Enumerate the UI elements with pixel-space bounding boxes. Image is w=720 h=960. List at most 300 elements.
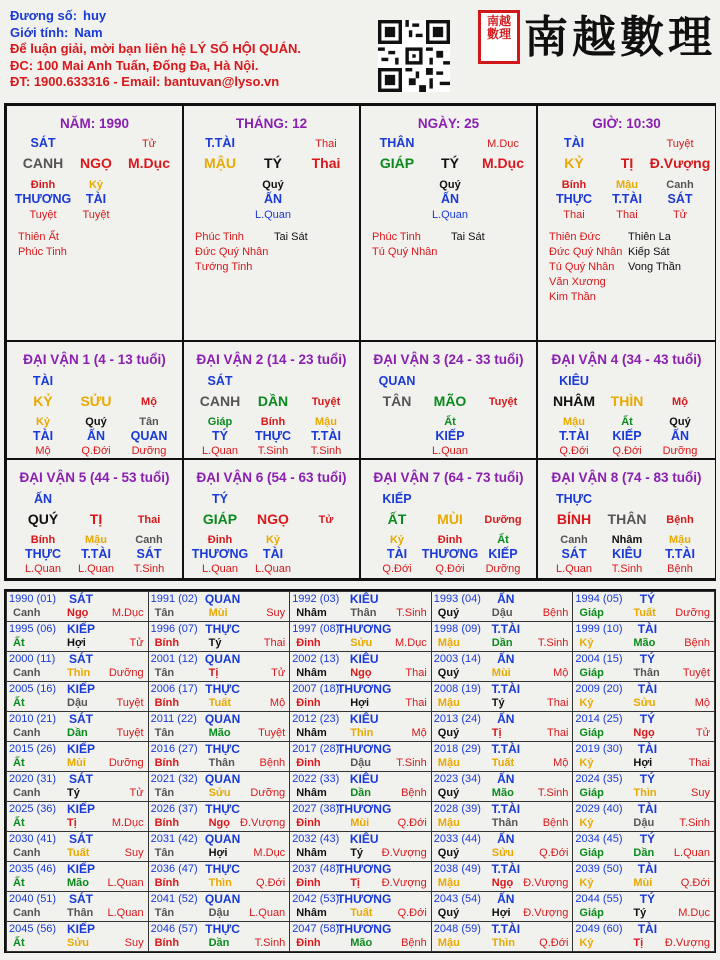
year-cell: [6, 621, 149, 652]
pillar-2: [183, 105, 360, 341]
hidden-stem: Kỷ: [35, 416, 51, 428]
year-branch: Tý: [208, 637, 222, 649]
year-stem: Đinh: [296, 817, 321, 829]
year-ten-god: QUAN: [204, 712, 241, 726]
year-stem: Đinh: [296, 937, 321, 949]
year-branch: Thìn: [208, 877, 232, 889]
year-cell: [6, 771, 149, 802]
hidden-ten-god: KIẾP: [435, 429, 465, 443]
year-branch: Hợi: [67, 637, 86, 649]
year-ten-god: THƯƠNG: [337, 862, 392, 876]
year-ten-god: KIÊU: [349, 832, 379, 846]
hidden-life-stage: T.Sinh: [133, 563, 165, 575]
year-life-stage: Suy: [124, 847, 144, 859]
year-stem: Nhâm: [296, 727, 327, 739]
year-life-stage: Thai: [405, 697, 427, 709]
hidden-ten-god: THỰC: [555, 192, 593, 206]
year-branch: Dần: [67, 727, 88, 739]
star-name: Tú Quý Nhân: [372, 246, 438, 258]
year-ten-god: THƯƠNG: [337, 802, 392, 816]
year-cell: [289, 651, 432, 682]
ten-god-stem: TÀI: [32, 374, 54, 388]
year-branch: Dần: [350, 787, 371, 799]
star-name: Đức Quý Nhân: [195, 246, 269, 258]
ten-god-stem: ẤN: [33, 492, 53, 506]
year-ten-god: ẤN: [497, 832, 515, 846]
year-life-stage: Dưỡng: [108, 667, 144, 679]
year-stem: Mậu: [437, 877, 460, 889]
year-branch: Thìn: [67, 667, 91, 679]
year-life-stage: Tử: [695, 727, 710, 739]
year-label: 2027 (38): [292, 803, 340, 815]
year-stem: Nhâm: [296, 667, 327, 679]
year-cell: [289, 801, 432, 832]
hidden-life-stage: Tuyệt: [82, 209, 110, 221]
earth-branch: DẦN: [257, 393, 289, 409]
year-ten-god: TÝ: [639, 892, 656, 906]
year-stem: Tân: [154, 667, 175, 679]
year-stem: Tân: [154, 727, 175, 739]
hidden-ten-god: THỰC: [254, 429, 292, 443]
hidden-ten-god: SÁT: [667, 192, 693, 206]
year-life-stage: Mộ: [269, 697, 286, 709]
year-branch: Thìn: [491, 937, 516, 949]
hidden-stem: Quý: [669, 416, 691, 428]
heaven-stem: KỶ: [33, 393, 53, 409]
year-stem: Giáp: [579, 907, 604, 919]
year-stem: Ất: [13, 817, 25, 829]
owner-name: huy: [83, 8, 107, 23]
year-branch: Mão: [633, 637, 656, 649]
qr-code-icon: [378, 20, 450, 92]
life-stage: Thai: [137, 514, 161, 526]
year-cell: [289, 741, 432, 772]
dai-van-title: ĐẠI VẬN 3 (24 - 33 tuổi): [373, 352, 524, 367]
year-branch: Tuất: [208, 697, 231, 709]
hidden-life-stage: Tuyệt: [29, 209, 57, 221]
year-label: 2029 (40): [575, 803, 623, 815]
year-label: 2005 (16): [9, 683, 57, 695]
year-life-stage: Q.Đới: [680, 877, 710, 889]
dai-van-title: ĐẠI VẬN 2 (14 - 23 tuổi): [196, 352, 347, 367]
year-branch: Mão: [491, 787, 514, 799]
header-info: [10, 8, 370, 91]
hidden-stem: Tân: [139, 416, 159, 428]
year-branch: Dậu: [491, 607, 513, 619]
year-life-stage: T.Sinh: [537, 787, 569, 799]
pillar-3: [360, 105, 537, 341]
year-label: 2035 (46): [9, 863, 57, 875]
hidden-ten-god: SÁT: [561, 547, 587, 561]
year-life-stage: Tuyệt: [258, 727, 286, 739]
hidden-ten-god: THƯƠNG: [14, 192, 72, 206]
year-label: 2013 (24): [433, 713, 481, 725]
year-stem: Ất: [13, 757, 25, 769]
year-cell: [6, 921, 149, 952]
year-stem: Canh: [13, 607, 41, 619]
year-cell: [289, 621, 432, 652]
year-stem: Đinh: [296, 637, 321, 649]
hidden-ten-god: THƯƠNG: [191, 547, 249, 561]
year-life-stage: Đ.Vượng: [664, 937, 710, 949]
year-life-stage: Tuyệt: [682, 667, 710, 679]
life-stage: M.Dục: [128, 155, 170, 171]
year-label: 2008 (19): [433, 683, 481, 695]
hidden-ten-god: QUAN: [130, 429, 168, 443]
year-cell: [572, 651, 715, 682]
year-cell: [6, 891, 149, 922]
star-name: Phúc Tinh: [195, 231, 244, 243]
year-stem: Quý: [437, 847, 460, 859]
hidden-stem: Mậu: [616, 179, 638, 191]
dai-van-5: [6, 459, 183, 579]
year-label: 2010 (21): [9, 713, 57, 725]
year-label: 2031 (42): [150, 833, 198, 845]
hidden-life-stage: L.Quan: [24, 563, 62, 575]
year-cell: [572, 621, 715, 652]
year-stem: Tân: [154, 787, 175, 799]
year-stem: Bính: [154, 937, 180, 949]
year-label: 2037 (48): [292, 863, 340, 875]
year-label: 1994 (05): [575, 593, 623, 605]
hidden-ten-god: ẤN: [263, 192, 283, 206]
year-cell: [6, 681, 149, 712]
year-ten-god: ẤN: [497, 712, 515, 726]
year-label: 2018 (29): [433, 743, 481, 755]
year-branch: Dậu: [67, 697, 88, 709]
year-cell: [572, 681, 715, 712]
year-ten-god: TÝ: [639, 712, 656, 726]
year-life-stage: Dưỡng: [250, 787, 286, 799]
hidden-ten-god: SÁT: [136, 547, 162, 561]
hidden-stem: Mậu: [315, 416, 337, 428]
year-branch: Ngọ: [633, 727, 655, 739]
year-stem: Tân: [154, 607, 175, 619]
year-branch: Tý: [491, 697, 505, 709]
year-branch: Dậu: [633, 817, 655, 829]
year-label: 2019 (30): [575, 743, 623, 755]
year-life-stage: M.Dục: [395, 637, 427, 649]
hidden-ten-god: KIẾP: [488, 547, 518, 561]
year-life-stage: Đ.Vượng: [240, 817, 286, 829]
heaven-stem: GIÁP: [202, 511, 238, 527]
year-branch: Mão: [67, 877, 89, 889]
year-label: 2002 (13): [292, 653, 340, 665]
hidden-ten-god: TÀI: [262, 547, 284, 561]
year-life-stage: T.Sinh: [679, 817, 710, 829]
year-label: 2032 (43): [292, 833, 340, 845]
hidden-life-stage: T.Sinh: [611, 563, 643, 575]
year-stem: Ất: [13, 697, 25, 709]
hidden-stem: Nhâm: [611, 534, 643, 546]
year-label: 2038 (49): [433, 863, 481, 875]
year-cell: [148, 681, 291, 712]
earth-branch: MÙI: [437, 511, 463, 527]
year-life-stage: Bệnh: [401, 937, 427, 949]
heaven-stem: MẬU: [204, 155, 236, 171]
star-name: Tú Quý Nhân: [549, 261, 615, 273]
year-cell: [289, 771, 432, 802]
dai-van-title: ĐẠI VẬN 6 (54 - 63 tuổi): [196, 470, 347, 485]
year-life-stage: Bệnh: [542, 817, 569, 829]
year-ten-god: THỰC: [205, 742, 240, 756]
hidden-life-stage: Dưỡng: [662, 445, 698, 457]
dai-van-7: [360, 459, 537, 579]
year-ten-god: ẤN: [497, 592, 515, 606]
year-ten-god: TÀI: [637, 682, 658, 696]
year-ten-god: T.TÀI: [491, 622, 521, 636]
year-ten-god: T.TÀI: [491, 682, 521, 696]
year-cell: [572, 891, 715, 922]
year-ten-god: SÁT: [69, 832, 93, 846]
year-ten-god: TÝ: [639, 772, 656, 786]
hidden-life-stage: Mộ: [35, 445, 51, 457]
dai-van-8: [537, 459, 716, 579]
contact-line-3: ĐT: 1900.633316 - Email: bantuvan@lyso.vn: [10, 74, 280, 89]
star-name: Thiên Đức: [549, 231, 601, 243]
year-branch: Sửu: [67, 937, 90, 949]
year-stem: Canh: [13, 847, 41, 859]
year-stem: Đinh: [296, 877, 321, 889]
life-stage-stem: Tuyệt: [666, 138, 694, 150]
year-branch: Ngọ: [67, 607, 89, 619]
year-life-stage: T.Sinh: [396, 607, 427, 619]
year-stem: Canh: [13, 727, 41, 739]
year-branch: Dần: [633, 847, 655, 859]
year-branch: Thân: [350, 607, 377, 619]
year-branch: Hợi: [633, 757, 653, 769]
year-ten-god: KIÊU: [349, 652, 379, 666]
year-ten-god: TÝ: [639, 592, 656, 606]
year-life-stage: Mộ: [553, 757, 569, 769]
chart-grid: [4, 103, 716, 581]
star-name: Kim Thần: [549, 291, 596, 303]
dai-van-title: ĐẠI VẬN 7 (64 - 73 tuổi): [373, 470, 524, 485]
year-cell: [289, 861, 432, 892]
year-branch: Mùi: [208, 607, 228, 619]
year-cell: [431, 651, 574, 682]
year-life-stage: L.Quan: [673, 847, 710, 859]
year-ten-god: TÝ: [639, 832, 656, 846]
earth-branch: NGỌ: [80, 155, 112, 171]
year-ten-god: THỰC: [205, 802, 240, 816]
year-stem: Bính: [154, 637, 180, 649]
year-life-stage: M.Dục: [111, 817, 144, 829]
hidden-ten-god: T.TÀI: [612, 192, 642, 206]
year-ten-god: T.TÀI: [491, 742, 521, 756]
year-ten-god: QUAN: [204, 772, 241, 786]
life-stage: Bệnh: [666, 514, 694, 526]
year-cell: [6, 741, 149, 772]
year-life-stage: Đ.Vượng: [523, 907, 569, 919]
year-cell: [431, 921, 574, 952]
hidden-life-stage: Thai: [616, 209, 638, 221]
year-stem: Canh: [13, 667, 41, 679]
year-cell: [431, 711, 574, 742]
hidden-stem: Kỷ: [88, 179, 104, 191]
year-life-stage: Dưỡng: [675, 607, 710, 619]
year-life-stage: Thai: [546, 727, 569, 739]
year-cell: [148, 711, 291, 742]
year-stem: Ất: [13, 937, 25, 949]
hidden-stem: Ất: [444, 416, 456, 428]
year-label: 1992 (03): [292, 593, 340, 605]
star-name: Văn Xương: [549, 276, 606, 288]
year-branch: Thân: [491, 817, 519, 829]
life-stage-stem: Tử: [141, 138, 157, 150]
year-cell: [572, 711, 715, 742]
life-stage-stem: M.Dục: [487, 138, 519, 150]
hidden-life-stage: T.Sinh: [310, 445, 342, 457]
hidden-ten-god: T.TÀI: [311, 429, 341, 443]
year-cell: [431, 621, 574, 652]
hidden-life-stage: Dưỡng: [485, 563, 521, 575]
year-stem: Giáp: [579, 607, 604, 619]
year-label: 2014 (25): [575, 713, 623, 725]
year-branch: Ngọ: [208, 817, 230, 829]
star-name: Tai Sát: [451, 231, 485, 243]
hidden-stem: Kỷ: [389, 534, 405, 546]
year-stem: Kỷ: [579, 637, 594, 649]
year-ten-god: THỰC: [205, 922, 240, 936]
year-cell: [148, 741, 291, 772]
year-stem: Bính: [154, 817, 180, 829]
year-life-stage: M.Dục: [678, 907, 710, 919]
year-label: 2048 (59): [433, 923, 481, 935]
year-life-stage: T.Sinh: [396, 757, 427, 769]
year-label: 2041 (52): [150, 893, 198, 905]
year-life-stage: Thai: [546, 697, 569, 709]
hidden-life-stage: L.Quan: [77, 563, 115, 575]
ten-god-stem: T.TÀI: [205, 136, 235, 150]
year-branch: Sửu: [350, 637, 373, 649]
year-stem: Đinh: [296, 697, 321, 709]
heaven-stem: CANH: [22, 155, 64, 171]
year-stem: Bính: [154, 757, 180, 769]
year-cell: [572, 741, 715, 772]
hidden-stem: Ất: [621, 416, 633, 428]
life-stage: Tuyệt: [488, 396, 518, 408]
hidden-life-stage: Dưỡng: [131, 445, 167, 457]
year-ten-god: THƯƠNG: [337, 622, 392, 636]
hidden-stem: Mậu: [85, 534, 107, 546]
year-stem: Canh: [13, 787, 41, 799]
heaven-stem: NHÂM: [553, 393, 595, 409]
year-label: 1995 (06): [9, 623, 57, 635]
year-branch: Dậu: [350, 757, 371, 769]
year-cell: [289, 831, 432, 862]
year-life-stage: Q.Đới: [539, 847, 569, 859]
year-stem: Nhâm: [296, 607, 327, 619]
life-stage: Tuyệt: [311, 396, 341, 408]
year-ten-god: TÝ: [639, 652, 656, 666]
year-branch: Ngọ: [491, 877, 514, 889]
dai-van-3: [360, 341, 537, 459]
year-life-stage: L.Quan: [249, 907, 286, 919]
year-label: 2006 (17): [150, 683, 198, 695]
hidden-ten-god: TÀI: [386, 547, 408, 561]
year-life-stage: Đ.Vượng: [523, 877, 569, 889]
year-branch: Tị: [491, 727, 502, 739]
year-life-stage: Q.Đới: [397, 907, 427, 919]
dai-van-6: [183, 459, 360, 579]
hidden-stem: Đinh: [437, 534, 463, 546]
year-ten-god: SÁT: [69, 652, 93, 666]
year-ten-god: KIẾP: [66, 622, 96, 636]
year-cell: [572, 921, 715, 952]
year-ten-god: THỰC: [205, 622, 240, 636]
year-ten-god: KIÊU: [349, 772, 379, 786]
hidden-life-stage: Q.Đới: [559, 445, 589, 457]
hidden-life-stage: Q.Đới: [435, 563, 465, 575]
hidden-stem: Bính: [260, 416, 286, 428]
year-cell: [431, 801, 574, 832]
year-ten-god: KIẾP: [66, 922, 96, 936]
year-label: 2030 (41): [9, 833, 57, 845]
year-life-stage: Tử: [129, 787, 144, 799]
year-ten-god: KIẾP: [66, 862, 96, 876]
year-label: 2040 (51): [9, 893, 57, 905]
hidden-ten-god: TÀI: [85, 192, 107, 206]
year-life-stage: Bệnh: [259, 757, 286, 769]
year-ten-god: KIÊU: [349, 592, 379, 606]
year-stem: Nhâm: [296, 847, 327, 859]
year-label: 2039 (50): [575, 863, 623, 875]
life-stage: M.Dục: [482, 155, 524, 171]
year-ten-god: ẤN: [497, 652, 515, 666]
earth-branch: TỊ: [89, 511, 103, 527]
year-label: 2017 (28): [292, 743, 340, 755]
year-branch: Tý: [350, 847, 364, 859]
year-cell: [148, 831, 291, 862]
hidden-life-stage: L.Quan: [201, 563, 239, 575]
year-branch: Tuất: [350, 907, 373, 919]
year-cell: [431, 741, 574, 772]
year-label: 1993 (04): [433, 593, 481, 605]
year-ten-god: SÁT: [69, 892, 93, 906]
year-life-stage: Suy: [266, 607, 286, 619]
hidden-ten-god: KIÊU: [612, 547, 642, 561]
year-branch: Mùi: [633, 877, 653, 889]
year-ten-god: QUAN: [204, 652, 241, 666]
year-label: 1991 (02): [150, 593, 198, 605]
year-label: 2036 (47): [150, 863, 198, 875]
year-ten-god: QUAN: [204, 592, 241, 606]
hidden-life-stage: Q.Đới: [81, 445, 111, 457]
ten-god-stem: TÝ: [212, 492, 228, 506]
year-life-stage: Tuyệt: [116, 697, 144, 709]
year-stem: Kỷ: [579, 937, 594, 949]
hidden-life-stage: Bệnh: [667, 563, 693, 575]
ten-god-stem: KIẾP: [382, 492, 412, 506]
year-stem: Kỷ: [579, 877, 594, 889]
dai-van-title: ĐẠI VẬN 4 (34 - 43 tuổi): [551, 352, 702, 367]
earth-branch: THÂN: [607, 511, 647, 527]
star-name: Tướng Tinh: [195, 261, 253, 273]
year-stem: Ất: [13, 637, 25, 649]
star-name: Thiên La: [628, 231, 671, 243]
year-cell: [6, 831, 149, 862]
year-branch: Mùi: [350, 817, 370, 829]
dai-van-4: [537, 341, 716, 459]
year-stem: Bính: [154, 877, 180, 889]
hidden-ten-god: KIẾP: [612, 429, 642, 443]
year-stem: Tân: [154, 847, 175, 859]
year-label: 2047 (58): [292, 923, 340, 935]
year-life-stage: Mộ: [411, 727, 427, 739]
star-name: Phúc Tinh: [372, 231, 421, 243]
year-life-stage: Q.Đới: [539, 937, 569, 949]
